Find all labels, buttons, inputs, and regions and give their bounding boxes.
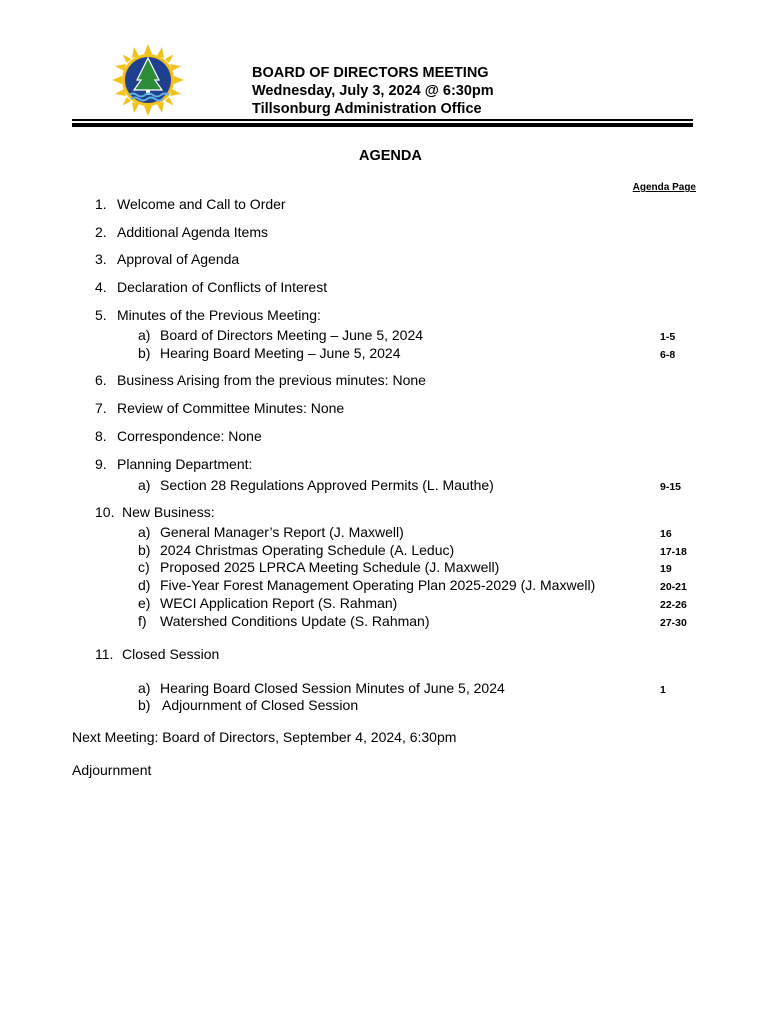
agenda-page-number: 22-26	[660, 599, 687, 611]
agenda-subitem	[138, 542, 454, 558]
agenda-item-label: Welcome and Call to Order	[117, 196, 286, 212]
agenda-item-number: 8.	[95, 428, 107, 444]
agenda-page-number: 20-21	[660, 581, 687, 593]
subitem-letter: e)	[138, 595, 151, 611]
agenda-page-number: 17-18	[660, 546, 687, 558]
agenda-item-label: Closed Session	[122, 646, 220, 662]
agenda-item	[95, 224, 268, 240]
meeting-location: Tillsonburg Administration Office	[252, 101, 482, 117]
subitem-label: Hearing Board Closed Session Minutes of June 5, 2024	[160, 680, 505, 696]
agenda-item-label: New Business:	[122, 504, 215, 520]
subitem-letter: c)	[138, 559, 150, 575]
agenda-item-number: 2.	[95, 224, 107, 240]
agenda-item-label: Planning Department:	[117, 456, 253, 472]
agenda-page-number: 9-15	[660, 481, 682, 493]
header-divider-thin	[72, 119, 693, 121]
organization-logo	[112, 44, 184, 116]
agenda-item-number: 5.	[95, 307, 107, 323]
agenda-item	[95, 196, 286, 212]
subitem-letter: b)	[138, 697, 151, 713]
agenda-item	[95, 307, 321, 323]
agenda-item-number: 3.	[95, 251, 107, 267]
agenda-item	[95, 504, 215, 520]
subitem-letter: f)	[138, 613, 147, 629]
agenda-page-number: 19	[660, 563, 672, 575]
next-meeting: Next Meeting: Board of Directors, September 4, 2024, 6:30pm	[72, 729, 457, 745]
agenda-item-number: 9.	[95, 456, 107, 472]
agenda-subitem	[138, 577, 595, 593]
agenda-subitem	[138, 327, 423, 343]
agenda-item	[95, 456, 252, 472]
agenda-item	[95, 251, 239, 267]
subitem-label: Adjournment of Closed Session	[162, 697, 359, 713]
agenda-item-label: Minutes of the Previous Meeting:	[117, 307, 321, 323]
subitem-label: Hearing Board Meeting – June 5, 2024	[160, 345, 401, 361]
agenda-page-number: 6-8	[660, 349, 676, 361]
agenda-item-number: 10.	[95, 504, 115, 520]
subitem-label: Proposed 2025 LPRCA Meeting Schedule (J. Maxwell)	[160, 559, 500, 575]
agenda-item	[95, 372, 426, 388]
subitem-letter: a)	[138, 477, 151, 493]
subitem-label: Watershed Conditions Update (S. Rahman)	[160, 613, 430, 629]
agenda-subitem	[138, 613, 430, 629]
agenda-item-number: 4.	[95, 279, 107, 295]
agenda-subitem	[138, 595, 397, 611]
agenda-item-label: Additional Agenda Items	[117, 224, 268, 240]
subitem-letter: a)	[138, 524, 151, 540]
meeting-header	[252, 64, 494, 118]
agenda-item-label: Business Arising from the previous minutes: None	[117, 372, 426, 388]
agenda-page-number: 27-30	[660, 617, 687, 629]
subitem-label: Section 28 Regulations Approved Permits (L. Mauthe)	[160, 477, 494, 493]
subitem-label: Five-Year Forest Management Operating Plan 2025-2029 (J. Maxwell)	[160, 577, 596, 593]
agenda-page-number: 1-5	[660, 331, 676, 343]
subitem-letter: a)	[138, 680, 151, 696]
agenda-item	[95, 400, 344, 416]
agenda-item-label: Correspondence: None	[117, 428, 262, 444]
agenda-subitem	[138, 524, 404, 540]
agenda-subitem	[138, 559, 499, 575]
subitem-letter: b)	[138, 542, 151, 558]
header-divider-thick	[72, 123, 693, 127]
agenda-item	[95, 428, 262, 444]
agenda-item-number: 1.	[95, 196, 107, 212]
agenda-page-number: 16	[660, 528, 672, 540]
subitem-letter: a)	[138, 327, 151, 343]
agenda-item	[95, 646, 219, 662]
agenda-subitem	[138, 680, 505, 696]
agenda-subitem	[138, 697, 358, 713]
agenda-page-column-label: Agenda Page	[632, 182, 696, 193]
adjournment: Adjournment	[72, 762, 152, 778]
subitem-label: General Manager’s Report (J. Maxwell)	[160, 524, 404, 540]
agenda-item-label: Review of Committee Minutes: None	[117, 400, 345, 416]
agenda-title: AGENDA	[359, 148, 422, 164]
agenda-item-number: 11.	[95, 646, 114, 662]
meeting-date: Wednesday, July 3, 2024 @ 6:30pm	[252, 83, 494, 99]
agenda-item-number: 6.	[95, 372, 107, 388]
agenda-item	[95, 279, 327, 295]
agenda-subitem	[138, 477, 494, 493]
subitem-letter: b)	[138, 345, 151, 361]
agenda-subitem	[138, 345, 401, 361]
agenda-page-number: 1	[660, 684, 666, 696]
agenda-item-label: Approval of Agenda	[117, 251, 240, 267]
subitem-letter: d)	[138, 577, 151, 593]
subitem-label: 2024 Christmas Operating Schedule (A. Leduc)	[160, 542, 455, 558]
subitem-label: Board of Directors Meeting – June 5, 2024	[160, 327, 424, 343]
meeting-title: BOARD OF DIRECTORS MEETING	[252, 65, 489, 81]
agenda-item-number: 7.	[95, 400, 107, 416]
subitem-label: WECI Application Report (S. Rahman)	[160, 595, 398, 611]
agenda-item-label: Declaration of Conflicts of Interest	[117, 279, 328, 295]
